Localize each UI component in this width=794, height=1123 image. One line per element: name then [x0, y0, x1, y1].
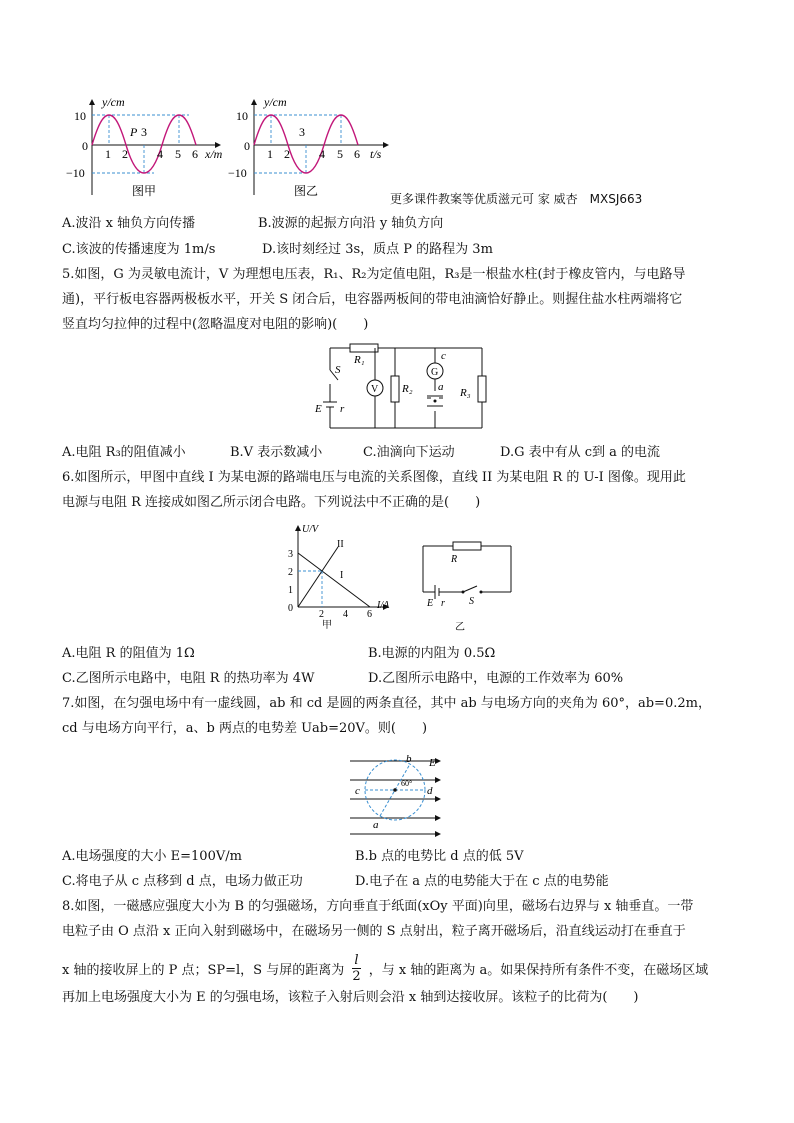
- wave-jia-x4: 4: [157, 147, 163, 161]
- q6-option-c: C.乙图所示电路中，电阻 R 的热功率为 4W: [62, 671, 315, 686]
- q6-yi-label-s: S: [469, 596, 474, 607]
- wave-graph-yi: [228, 95, 388, 198]
- wave-yi-x2: 2: [284, 147, 290, 161]
- wave-jia-point-p: P: [130, 125, 138, 139]
- q5-option-b: B.V 表示数减小: [230, 445, 323, 460]
- q6-stem-line-2: 电源与电阻 R 连接成如图乙所示闭合电路。下列说法中不正确的是( ): [62, 495, 481, 510]
- q6-jia-line-i: I: [340, 570, 344, 581]
- q7-option-a: A.电场强度的大小 E=100V/m: [62, 849, 242, 864]
- q5-option-d: D.G 表中有从 c到 a 的电流: [500, 445, 661, 460]
- q7-stem-line-2: cd 与电场方向平行，a、b 两点的电势差 Uab=20V。则( ): [62, 721, 428, 736]
- q7-label-c: c: [355, 785, 360, 797]
- q8-fraction: [352, 953, 360, 984]
- q5-stem-line-2: 通)，平行板电容器两极板水平，开关 S 闭合后，电容器两板间的带电油滴恰好静止。则握住盐水柱两端将它: [62, 292, 683, 307]
- q4-option-b: B.波源的起振方向沿 y 轴负方向: [258, 216, 444, 231]
- q6-jia-tick-3: 3: [288, 549, 293, 560]
- q6-yi-label-r-resistor: R: [451, 554, 458, 565]
- wave-yi-x3: 3: [299, 125, 305, 139]
- wave-yi-xlabel: t/s: [370, 147, 382, 161]
- wave-yi-tick-10: 10: [236, 109, 248, 123]
- q6-jia-tick-1: 1: [288, 585, 293, 596]
- wave-yi-caption: 图乙: [294, 184, 319, 198]
- q6-jia-line-ii: II: [337, 539, 344, 550]
- q8-stem-line-2: 电粒子由 O 点沿 x 正向入射到磁场中，在磁场另一侧的 S 点射出，粒子离开磁场后，沿直线运动打在垂直于: [62, 924, 686, 939]
- promo-text: 更多课件教案等优质滋元可 家 威杏 MXSJ663: [390, 192, 643, 206]
- q5-label-c: c: [441, 350, 446, 362]
- q6-yi-caption: 乙: [455, 622, 465, 632]
- q5-label-a: a: [438, 381, 444, 393]
- q5-option-a: A.电阻 R₃的阻值减小: [62, 445, 186, 460]
- q6-circuit-yi: [415, 540, 525, 632]
- q5-stem-line-1: 5.如图，G 为灵敏电流计，V 为理想电压表，R₁、R₂为定值电阻，R₃是一根盐水柱(封于橡皮管内，与电路导: [62, 267, 686, 282]
- q5-label-e: E: [315, 403, 322, 415]
- wave-jia-tick-neg10: −10: [66, 166, 85, 180]
- wave-yi-x1: 1: [267, 147, 273, 161]
- q5-label-s: S: [335, 364, 341, 376]
- q6-option-b: B.电源的内阻为 0.5Ω: [368, 646, 496, 661]
- wave-jia-xlabel: x/m: [205, 147, 223, 161]
- q5-label-r1: R₁: [354, 354, 365, 366]
- q8-stem-line-1: 8.如图，一磁感应强度大小为 B 的匀强磁场，方向垂直于纸面(xOy 平面)向里，磁场右边界与 x 轴垂直。一带: [62, 899, 694, 914]
- q6-jia-x2: 2: [319, 609, 324, 620]
- wave-jia-x5: 5: [175, 147, 181, 161]
- q6-stem-line-1: 6.如图所示，甲图中直线 I 为某电源的路端电压与电流的关系图像，直线 II 为某电阻 R 的 U-I 图像。现用此: [62, 470, 686, 485]
- wave-yi-x5: 5: [337, 147, 343, 161]
- wave-jia-x1: 1: [105, 147, 111, 161]
- q6-jia-ylabel: U/V: [302, 524, 319, 535]
- q6-jia-tick-0: 0: [288, 603, 293, 614]
- wave-figures: [62, 95, 392, 205]
- q7-stem-line-1: 7.如图，在匀强电场中有一虚线圆，ab 和 cd 是圆的两条直径，其中 ab 与电场方向的夹角为 60°，ab=0.2m，: [62, 696, 711, 711]
- q8-stem-line-4: 再加上电场强度大小为 E 的匀强电场，该粒子入射后则会沿 x 轴到达接收屏。该粒子的比荷为( ): [62, 990, 639, 1005]
- wave-yi-ylabel: y/cm: [264, 95, 287, 109]
- q5-voltmeter-v: V: [371, 384, 379, 395]
- q7-label-angle: 60°: [401, 779, 413, 788]
- q7-label-e: E: [429, 757, 436, 769]
- q5-galvanometer-g: G: [431, 367, 439, 378]
- q5-label-r2: R₂: [402, 383, 413, 395]
- q6-jia-caption: 甲: [322, 620, 332, 630]
- q6-yi-label-e: E: [427, 598, 434, 609]
- wave-graph-jia: [66, 95, 223, 198]
- wave-yi-tick-neg10: −10: [228, 166, 247, 180]
- q6-jia-xlabel: I/A: [377, 600, 390, 611]
- q4-option-d: D.该时刻经过 3s，质点 P 的路程为 3m: [262, 242, 493, 257]
- q6-option-a: A.电阻 R 的阻值为 1Ω: [62, 646, 195, 661]
- wave-jia-caption: 图甲: [132, 184, 157, 198]
- q7-field-diagram: [345, 748, 455, 840]
- q6-jia-tick-2: 2: [288, 567, 293, 578]
- q4-option-a: A.波沿 x 轴负方向传播: [62, 216, 196, 231]
- q5-circuit-diagram: [310, 340, 500, 435]
- q8-stem-line-3: [62, 955, 708, 986]
- wave-yi-tick-0: 0: [244, 139, 250, 153]
- q8-stem-line-3-part-b: ，与 x 轴的距离为 a。如果保持所有条件不变，在磁场区域: [368, 963, 709, 978]
- q5-label-r: r: [340, 403, 345, 415]
- q7-option-d: D.电子在 a 点的电势能大于在 c 点的电势能: [355, 874, 609, 889]
- q8-fraction-numerator: l: [352, 953, 360, 969]
- wave-jia-x2: 2: [122, 147, 128, 161]
- wave-jia-tick-0: 0: [82, 139, 88, 153]
- q6-jia-x6: 6: [367, 609, 372, 620]
- q7-label-b: b: [406, 753, 412, 765]
- q5-option-c: C.油滴向下运动: [363, 445, 455, 460]
- q8-stem-line-3-part-a: x 轴的接收屏上的 P 点；SP=l，S 与屏的距离为: [62, 963, 345, 978]
- wave-yi-x6: 6: [354, 147, 360, 161]
- q7-label-d: d: [427, 785, 433, 797]
- q6-jia-x4: 4: [343, 609, 348, 620]
- q6-yi-label-r: r: [441, 598, 445, 609]
- q7-option-b: B.b 点的电势比 d 点的低 5V: [355, 849, 524, 864]
- q8-fraction-denominator: 2: [352, 969, 361, 984]
- wave-jia-tick-10: 10: [74, 109, 86, 123]
- q6-option-d: D.乙图所示电路中，电源的工作效率为 60%: [368, 671, 624, 686]
- wave-yi-x4: 4: [319, 147, 325, 161]
- q7-label-a: a: [373, 819, 379, 831]
- wave-jia-x6: 6: [192, 147, 198, 161]
- q4-option-c: C.该波的传播速度为 1m/s: [62, 242, 216, 257]
- q7-option-c: C.将电子从 c 点移到 d 点，电场力做正功: [62, 874, 303, 889]
- q5-stem-line-3: 竖直均匀拉伸的过程中(忽略温度对电阻的影响)( ): [62, 317, 369, 332]
- wave-jia-ylabel: y/cm: [102, 95, 125, 109]
- wave-jia-x3: 3: [141, 125, 147, 139]
- q6-ui-graph-jia: [282, 520, 392, 630]
- q5-label-r3: R₃: [460, 387, 471, 399]
